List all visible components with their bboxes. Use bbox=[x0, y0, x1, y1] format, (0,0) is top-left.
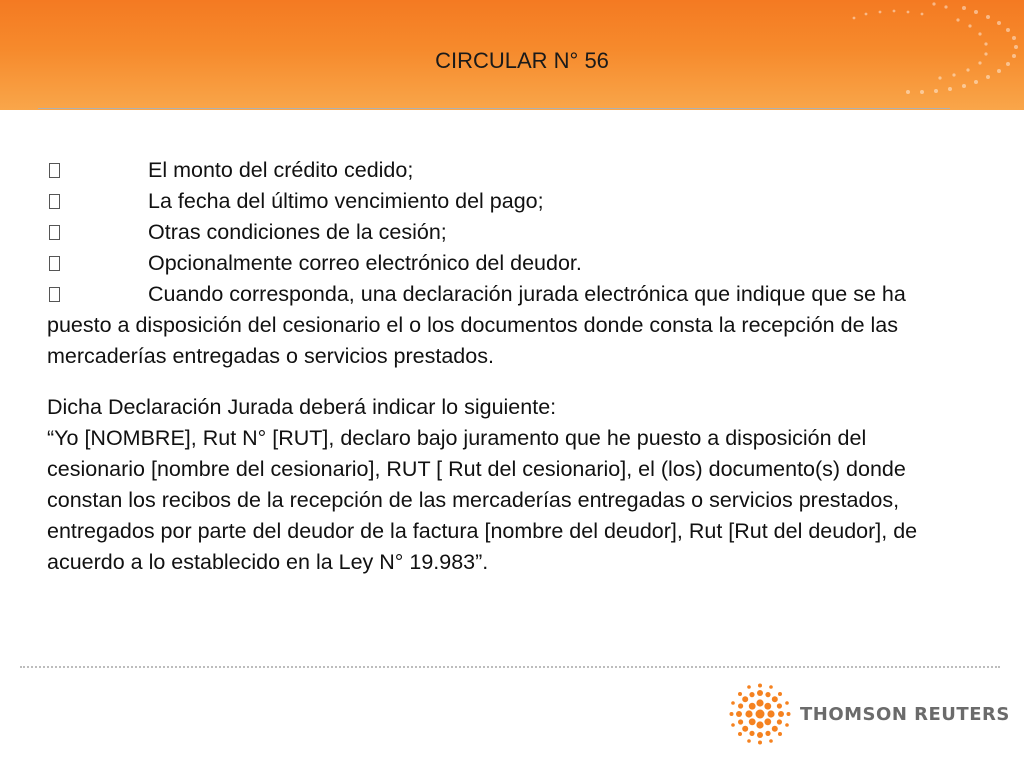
bullet-box-icon bbox=[49, 163, 60, 178]
bullet-item bbox=[47, 279, 947, 372]
footer-brand bbox=[728, 682, 1010, 746]
bullet-item bbox=[47, 186, 947, 217]
header-divider bbox=[38, 108, 950, 109]
bullet-box-icon bbox=[49, 225, 60, 240]
bullet-text: La fecha del último vencimiento del pago; bbox=[148, 189, 544, 213]
declaration-heading: Dicha Declaración Jurada deberá indicar lo siguiente: bbox=[47, 395, 557, 419]
slide-title: CIRCULAR N° 56 bbox=[435, 48, 609, 73]
footer-divider bbox=[20, 666, 1000, 668]
bullet-text: Otras condiciones de la cesión; bbox=[148, 220, 447, 244]
bullet-text: Opcionalmente correo electrónico del deudor. bbox=[148, 251, 582, 275]
bullet-item bbox=[47, 217, 947, 248]
thomson-reuters-logo-icon bbox=[728, 682, 792, 746]
bullet-box-icon bbox=[49, 287, 60, 302]
brand-name: THOMSON REUTERS bbox=[800, 703, 1010, 725]
bullet-box-icon bbox=[49, 194, 60, 209]
declaration-quote: “Yo [NOMBRE], Rut N° [RUT], declaro bajo juramento que he puesto a disposición del cesionario [nombre del cesionario], RUT [ Rut del cesionario], el (los) documento(s) donde constan los recibos de la recepción de las mercaderías entregadas o servicios prestados, entregados por parte del deudor de la factura [nombre del deudor], Rut [Rut del deudor], de acuerdo a lo establecido en la Ley N° 19.983”. bbox=[47, 426, 918, 574]
bullet-text: Cuando corresponda, una declaración jurada electrónica que indique que se ha puesto a disposición del cesionario el o los documentos donde consta la recepción de las mercaderías entregadas o servicios prestados. bbox=[47, 282, 906, 368]
slide-header-band bbox=[0, 0, 1024, 110]
slide-body bbox=[47, 155, 947, 578]
bullet-item bbox=[47, 155, 947, 186]
bullet-box-icon bbox=[49, 256, 60, 271]
bullet-text: El monto del crédito cedido; bbox=[148, 158, 414, 182]
bullet-item bbox=[47, 248, 947, 279]
